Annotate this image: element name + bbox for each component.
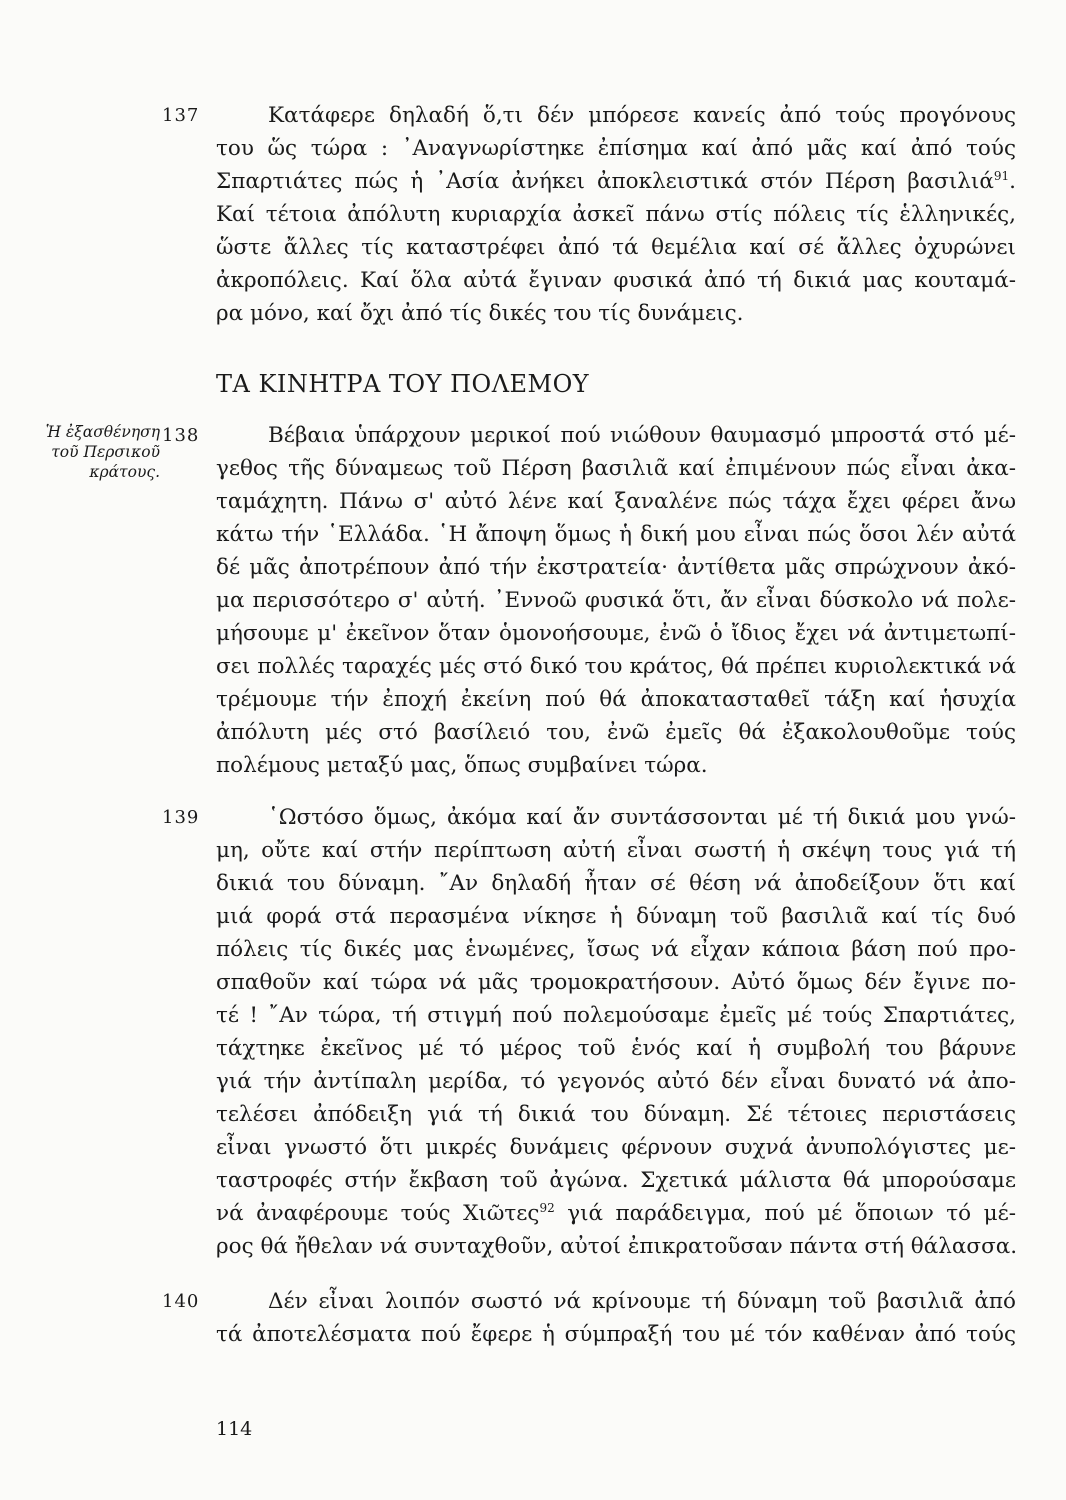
text-line: γεθος τῆς δύναμεως τοῦ Πέρση βασιλιᾶ καί ἐπιμένουν πώς εἶναι ἀκα- xyxy=(216,456,1016,481)
footnote-ref: 92 xyxy=(539,1201,555,1215)
text-line: σπαθοῦν καί τώρα νά μᾶς τρομοκρατήσουν. Αὐτό ὅμως δέν ἔγινε πο- xyxy=(216,970,1016,995)
footnote-ref: 91 xyxy=(993,169,1010,183)
text-line: ῾Ωστόσο ὅμως, ἀκόμα καί ἄν συντάσσονται μέ τή δικιά μου γνώ- xyxy=(268,805,1016,830)
text-line: πόλεις τίς δικές μας ἑνωμένες, ἴσως νά εἶχαν κάποια βάση πού προ- xyxy=(216,937,1016,962)
text-line: ρος θά ἤθελαν νά συνταχθοῦν, αὐτοί ἐπικρατοῦσαν πάντα στή θάλασσα. xyxy=(216,1234,1018,1259)
text-line-with-footnote xyxy=(216,1198,1016,1232)
section-heading: ΤΑ ΚΙΝΗΤΡΑ ΤΟΥ ΠΟΛΕΜΟΥ xyxy=(216,370,590,398)
text-span: Σπαρτιάτες πώς ἡ ᾿Ασία ἀνήκει ἀποκλειστικά στόν Πέρση βασιλιά xyxy=(216,169,994,194)
text-line: Δέν εἶναι λοιπόν σωστό νά κρίνουμε τή δύναμη τοῦ βασιλιᾶ ἀπό xyxy=(268,1289,1016,1314)
text-line: εἶναι γνωστό ὅτι μικρές δυνάμεις φέρνουν συχνά ἀνυπολόγιστες με- xyxy=(216,1135,1016,1160)
text-line: τέ ! ῎Αν τώρα, τή στιγμή πού πολεμούσαμε ἐμεῖς μέ τούς Σπαρτιάτες, xyxy=(216,1003,1016,1028)
text-line: μήσουμε μ' ἐκεῖνον ὅταν ὁμονοήσουμε, ἐνῶ ὁ ἴδιος ἔχει νά ἀντιμετωπί- xyxy=(216,621,1016,646)
section-number: 139 xyxy=(162,807,200,828)
text-line: τά ἀποτελέσματα πού ἔφερε ἡ σύμπραξή του μέ τόν καθέναν ἀπό τούς xyxy=(216,1322,1016,1347)
margin-note-line: κράτους. xyxy=(89,463,160,481)
page-number: 114 xyxy=(216,1418,253,1440)
section-number: 138 xyxy=(162,425,200,446)
text-span: γιά παράδειγμα, πού μέ ὅποιων τό μέ- xyxy=(554,1201,1016,1226)
text-line-with-footnote xyxy=(216,166,1016,200)
text-line: δικιά του δύναμη. ῎Αν δηλαδή ἦταν σέ θέση νά ἀποδείξουν ὅτι καί xyxy=(216,871,1016,896)
text-line: ὥστε ἄλλες τίς καταστρέφει ἀπό τά θεμέλια καί σέ ἄλλες ὀχυρώνει xyxy=(216,235,1016,260)
text-line: σει πολλές ταραχές μές στό δικό του κράτος, θά πρέπει κυριολεκτικά νά xyxy=(216,654,1016,679)
margin-note-line: Ἡ ἐξασθένηση xyxy=(45,423,160,441)
text-line: μιά φορά στά περασμένα νίκησε ἡ δύναμη τοῦ βασιλιᾶ καί τίς δυό xyxy=(216,904,1016,929)
text-line: πολέμους μεταξύ μας, ὅπως συμβαίνει τώρα. xyxy=(216,753,708,778)
text-line: ἀπόλυτη μές στό βασίλειό του, ἐνῶ ἐμεῖς θά ἐξακολουθοῦμε τούς xyxy=(216,720,1016,745)
text-line: μα περισσότερο σ' αὐτή. ᾿Εννοῶ φυσικά ὅτι, ἄν εἶναι δύσκολο νά πολε- xyxy=(216,588,1016,613)
text-line: τελέσει ἀπόδειξη γιά τή δικιά του δύναμη. Σέ τέτοιες περιστάσεις xyxy=(216,1102,1016,1127)
text-line: Καί τέτοια ἀπόλυτη κυριαρχία ἀσκεῖ πάνω στίς πόλεις τίς ἑλληνικές, xyxy=(216,202,1016,227)
section-number: 137 xyxy=(162,105,200,126)
text-line: Κατάφερε δηλαδή ὅ,τι δέν μπόρεσε κανείς ἀπό τούς προγόνους xyxy=(268,103,1016,128)
margin-note xyxy=(30,422,160,482)
text-span: νά ἀναφέρουμε τούς Χιῶτες xyxy=(216,1201,540,1226)
margin-note-line: τοῦ Περσικοῦ xyxy=(51,443,160,461)
section-number: 140 xyxy=(162,1291,200,1312)
text-line: ταμάχητη. Πάνω σ' αὐτό λένε καί ξαναλένε πώς τάχα ἔχει φέρει ἄνω xyxy=(216,489,1016,514)
text-line: ἀκροπόλεις. Καί ὅλα αὐτά ἔγιναν φυσικά ἀπό τή δικιά μας κουταμά- xyxy=(216,268,1016,293)
text-line: τρέμουμε τήν ἐποχή ἐκείνη πού θά ἀποκατασταθεῖ τάξη καί ἡσυχία xyxy=(216,687,1016,712)
text-line: μη, οὔτε καί στήν περίπτωση αὐτή εἶναι σωστή ἡ σκέψη τους γιά τή xyxy=(216,838,1016,863)
text-line: ταστροφές στήν ἔκβαση τοῦ ἀγώνα. Σχετικά μάλιστα θά μπορούσαμε xyxy=(216,1168,1016,1193)
text-span: . xyxy=(1009,169,1016,194)
text-line: δέ μᾶς ἀποτρέπουν ἀπό τήν ἐκστρατεία· ἀντίθετα μᾶς σπρώχνουν ἀκό- xyxy=(216,555,1016,580)
text-line: κάτω τήν ῾Ελλάδα. ῾Η ἄποψη ὅμως ἡ δική μου εἶναι πώς ὅσοι λέν αὐτά xyxy=(216,522,1016,547)
text-line: ρα μόνο, καί ὄχι ἀπό τίς δικές του τίς δυνάμεις. xyxy=(216,301,744,326)
text-line: τάχτηκε ἐκεῖνος μέ τό μέρος τοῦ ἑνός καί ἡ συμβολή του βάρυνε xyxy=(216,1036,1016,1061)
text-line: του ὥς τώρα : ᾿Αναγνωρίστηκε ἐπίσημα καί ἀπό μᾶς καί ἀπό τούς xyxy=(216,136,1016,161)
text-line: Βέβαια ὑπάρχουν μερικοί πού νιώθουν θαυμασμό μπροστά στό μέ- xyxy=(268,423,1016,448)
text-line: γιά τήν ἀντίπαλη μερίδα, τό γεγονός αὐτό δέν εἶναι δυνατό νά ἀπο- xyxy=(216,1069,1016,1094)
